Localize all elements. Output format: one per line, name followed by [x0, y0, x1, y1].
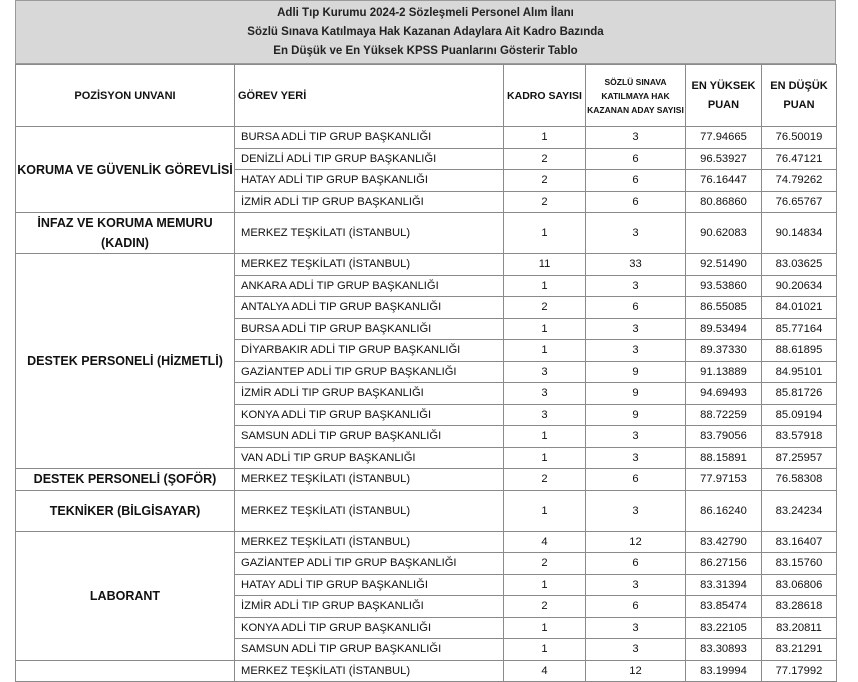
kadro-sayisi-cell: 1 [504, 617, 586, 639]
pozisyon-cell: KORUMA VE GÜVENLİK GÖREVLİSİ [16, 127, 235, 213]
en-dusuk-puan-cell: 87.25957 [762, 447, 837, 469]
aday-sayisi-cell: 6 [586, 170, 686, 192]
aday-sayisi-cell: 3 [586, 574, 686, 596]
gorev-yeri-cell: VAN ADLİ TIP GRUP BAŞKANLIĞI [235, 447, 504, 469]
table-title [15, 0, 836, 64]
aday-sayisi-cell: 3 [586, 340, 686, 362]
en-yuksek-puan-cell: 83.85474 [686, 596, 762, 618]
kadro-sayisi-cell: 2 [504, 170, 586, 192]
en-dusuk-puan-cell: 83.16407 [762, 531, 837, 553]
en-dusuk-puan-cell: 84.01021 [762, 297, 837, 319]
en-dusuk-puan-cell: 76.58308 [762, 469, 837, 491]
header-sozlu-aday-sayisi: SÖZLÜ SINAVA KATILMAYA HAK KAZANAN ADAY SAYISI [586, 65, 686, 127]
aday-sayisi-cell: 6 [586, 596, 686, 618]
en-yuksek-puan-cell: 86.16240 [686, 490, 762, 531]
aday-sayisi-cell: 3 [586, 127, 686, 149]
title-line-3: En Düşük ve En Yüksek KPSS Puanlarını Gösterir Tablo [273, 44, 578, 57]
aday-sayisi-cell: 12 [586, 531, 686, 553]
kadro-sayisi-cell: 1 [504, 574, 586, 596]
table-body [16, 127, 837, 682]
gorev-yeri-cell: MERKEZ TEŞKİLATI (İSTANBUL) [235, 660, 504, 682]
en-dusuk-puan-cell: 83.57918 [762, 426, 837, 448]
en-yuksek-puan-cell: 83.19994 [686, 660, 762, 682]
kadro-sayisi-cell: 1 [504, 318, 586, 340]
kadro-sayisi-cell: 4 [504, 660, 586, 682]
table-row [16, 213, 837, 254]
aday-sayisi-cell: 6 [586, 553, 686, 575]
pozisyon-cell: TEKNİKER (BİLGİSAYAR) [16, 490, 235, 531]
en-dusuk-puan-cell: 85.77164 [762, 318, 837, 340]
gorev-yeri-cell: İZMİR ADLİ TIP GRUP BAŞKANLIĞI [235, 596, 504, 618]
gorev-yeri-cell: BURSA ADLİ TIP GRUP BAŞKANLIĞI [235, 127, 504, 149]
en-yuksek-puan-cell: 94.69493 [686, 383, 762, 405]
header-row [16, 65, 837, 127]
kadro-sayisi-cell: 1 [504, 127, 586, 149]
en-yuksek-puan-cell: 83.31394 [686, 574, 762, 596]
en-yuksek-puan-cell: 90.62083 [686, 213, 762, 254]
header-en-yuksek-puan: EN YÜKSEK PUAN [686, 65, 762, 127]
en-dusuk-puan-cell: 85.09194 [762, 404, 837, 426]
en-dusuk-puan-cell: 83.24234 [762, 490, 837, 531]
kadro-sayisi-cell: 2 [504, 148, 586, 170]
title-line-1: Adli Tıp Kurumu 2024-2 Sözleşmeli Personel Alım İlanı [277, 6, 574, 19]
gorev-yeri-cell: GAZİANTEP ADLİ TIP GRUP BAŞKANLIĞI [235, 553, 504, 575]
title-line-2: Sözlü Sınava Katılmaya Hak Kazanan Adaylara Ait Kadro Bazında [247, 25, 604, 38]
en-yuksek-puan-cell: 83.22105 [686, 617, 762, 639]
en-dusuk-puan-cell: 83.28618 [762, 596, 837, 618]
header-gorev-yeri: GÖREV YERİ [235, 65, 504, 127]
gorev-yeri-cell: HATAY ADLİ TIP GRUP BAŞKANLIĞI [235, 170, 504, 192]
pozisyon-cell: İNFAZ VE KORUMA MEMURU (KADIN) [16, 213, 235, 254]
kadro-sayisi-cell: 2 [504, 191, 586, 213]
kadro-sayisi-cell: 11 [504, 254, 586, 276]
aday-sayisi-cell: 9 [586, 404, 686, 426]
en-dusuk-puan-cell: 83.20811 [762, 617, 837, 639]
gorev-yeri-cell: SAMSUN ADLİ TIP GRUP BAŞKANLIĞI [235, 426, 504, 448]
gorev-yeri-cell: DİYARBAKIR ADLİ TIP GRUP BAŞKANLIĞI [235, 340, 504, 362]
en-yuksek-puan-cell: 83.79056 [686, 426, 762, 448]
en-yuksek-puan-cell: 83.42790 [686, 531, 762, 553]
gorev-yeri-cell: KONYA ADLİ TIP GRUP BAŞKANLIĞI [235, 404, 504, 426]
aday-sayisi-cell: 3 [586, 318, 686, 340]
kadro-sayisi-cell: 3 [504, 383, 586, 405]
table-row [16, 254, 837, 276]
aday-sayisi-cell: 6 [586, 469, 686, 491]
en-dusuk-puan-cell: 76.47121 [762, 148, 837, 170]
en-dusuk-puan-cell: 83.03625 [762, 254, 837, 276]
header-en-dusuk-puan: EN DÜŞÜK PUAN [762, 65, 837, 127]
kadro-sayisi-cell: 3 [504, 404, 586, 426]
results-table [15, 64, 837, 682]
aday-sayisi-cell: 6 [586, 191, 686, 213]
gorev-yeri-cell: ANKARA ADLİ TIP GRUP BAŞKANLIĞI [235, 275, 504, 297]
kadro-sayisi-cell: 1 [504, 340, 586, 362]
en-yuksek-puan-cell: 96.53927 [686, 148, 762, 170]
pozisyon-cell: DESTEK PERSONELİ (HİZMETLİ) [16, 254, 235, 469]
aday-sayisi-cell: 3 [586, 275, 686, 297]
aday-sayisi-cell: 9 [586, 361, 686, 383]
kadro-sayisi-cell: 2 [504, 469, 586, 491]
table-row [16, 490, 837, 531]
kadro-sayisi-cell: 1 [504, 639, 586, 661]
gorev-yeri-cell: İZMİR ADLİ TIP GRUP BAŞKANLIĞI [235, 191, 504, 213]
aday-sayisi-cell: 33 [586, 254, 686, 276]
en-yuksek-puan-cell: 77.97153 [686, 469, 762, 491]
gorev-yeri-cell: GAZİANTEP ADLİ TIP GRUP BAŞKANLIĞI [235, 361, 504, 383]
table-row [16, 469, 837, 491]
en-yuksek-puan-cell: 91.13889 [686, 361, 762, 383]
gorev-yeri-cell: MERKEZ TEŞKİLATI (İSTANBUL) [235, 254, 504, 276]
kadro-sayisi-cell: 2 [504, 297, 586, 319]
gorev-yeri-cell: MERKEZ TEŞKİLATI (İSTANBUL) [235, 469, 504, 491]
aday-sayisi-cell: 3 [586, 490, 686, 531]
gorev-yeri-cell: HATAY ADLİ TIP GRUP BAŞKANLIĞI [235, 574, 504, 596]
gorev-yeri-cell: MERKEZ TEŞKİLATI (İSTANBUL) [235, 490, 504, 531]
en-dusuk-puan-cell: 85.81726 [762, 383, 837, 405]
en-yuksek-puan-cell: 89.37330 [686, 340, 762, 362]
kadro-sayisi-cell: 1 [504, 426, 586, 448]
en-dusuk-puan-cell: 77.17992 [762, 660, 837, 682]
kadro-sayisi-cell: 1 [504, 213, 586, 254]
kadro-sayisi-cell: 2 [504, 553, 586, 575]
kadro-sayisi-cell: 1 [504, 447, 586, 469]
en-dusuk-puan-cell: 88.61895 [762, 340, 837, 362]
aday-sayisi-cell: 3 [586, 617, 686, 639]
en-yuksek-puan-cell: 93.53860 [686, 275, 762, 297]
en-dusuk-puan-cell: 90.14834 [762, 213, 837, 254]
gorev-yeri-cell: DENİZLİ ADLİ TIP GRUP BAŞKANLIĞI [235, 148, 504, 170]
kadro-sayisi-cell: 1 [504, 275, 586, 297]
en-yuksek-puan-cell: 89.53494 [686, 318, 762, 340]
en-dusuk-puan-cell: 90.20634 [762, 275, 837, 297]
gorev-yeri-cell: MERKEZ TEŞKİLATI (İSTANBUL) [235, 213, 504, 254]
pozisyon-cell: LABORANT [16, 531, 235, 660]
aday-sayisi-cell: 6 [586, 148, 686, 170]
kadro-sayisi-cell: 2 [504, 596, 586, 618]
gorev-yeri-cell: MERKEZ TEŞKİLATI (İSTANBUL) [235, 531, 504, 553]
table-row [16, 127, 837, 149]
aday-sayisi-cell: 6 [586, 297, 686, 319]
pozisyon-cell: DESTEK PERSONELİ (ŞOFÖR) [16, 469, 235, 491]
en-yuksek-puan-cell: 80.86860 [686, 191, 762, 213]
aday-sayisi-cell: 3 [586, 639, 686, 661]
header-kadro-sayisi: KADRO SAYISI [504, 65, 586, 127]
en-dusuk-puan-cell: 83.06806 [762, 574, 837, 596]
table-row [16, 531, 837, 553]
gorev-yeri-cell: ANTALYA ADLİ TIP GRUP BAŞKANLIĞI [235, 297, 504, 319]
aday-sayisi-cell: 9 [586, 383, 686, 405]
table-row [16, 660, 837, 682]
header-pozisyon: POZİSYON UNVANI [16, 65, 235, 127]
en-yuksek-puan-cell: 88.72259 [686, 404, 762, 426]
aday-sayisi-cell: 12 [586, 660, 686, 682]
kadro-sayisi-cell: 3 [504, 361, 586, 383]
en-yuksek-puan-cell: 88.15891 [686, 447, 762, 469]
aday-sayisi-cell: 3 [586, 213, 686, 254]
en-dusuk-puan-cell: 76.65767 [762, 191, 837, 213]
kadro-sayisi-cell: 4 [504, 531, 586, 553]
en-dusuk-puan-cell: 74.79262 [762, 170, 837, 192]
gorev-yeri-cell: SAMSUN ADLİ TIP GRUP BAŞKANLIĞI [235, 639, 504, 661]
aday-sayisi-cell: 3 [586, 426, 686, 448]
en-dusuk-puan-cell: 83.21291 [762, 639, 837, 661]
gorev-yeri-cell: İZMİR ADLİ TIP GRUP BAŞKANLIĞI [235, 383, 504, 405]
gorev-yeri-cell: KONYA ADLİ TIP GRUP BAŞKANLIĞI [235, 617, 504, 639]
gorev-yeri-cell: BURSA ADLİ TIP GRUP BAŞKANLIĞI [235, 318, 504, 340]
en-dusuk-puan-cell: 83.15760 [762, 553, 837, 575]
en-yuksek-puan-cell: 83.30893 [686, 639, 762, 661]
en-yuksek-puan-cell: 86.27156 [686, 553, 762, 575]
pozisyon-cell [16, 660, 235, 682]
en-dusuk-puan-cell: 84.95101 [762, 361, 837, 383]
en-yuksek-puan-cell: 76.16447 [686, 170, 762, 192]
kadro-sayisi-cell: 1 [504, 490, 586, 531]
en-yuksek-puan-cell: 77.94665 [686, 127, 762, 149]
en-dusuk-puan-cell: 76.50019 [762, 127, 837, 149]
en-yuksek-puan-cell: 86.55085 [686, 297, 762, 319]
en-yuksek-puan-cell: 92.51490 [686, 254, 762, 276]
aday-sayisi-cell: 3 [586, 447, 686, 469]
